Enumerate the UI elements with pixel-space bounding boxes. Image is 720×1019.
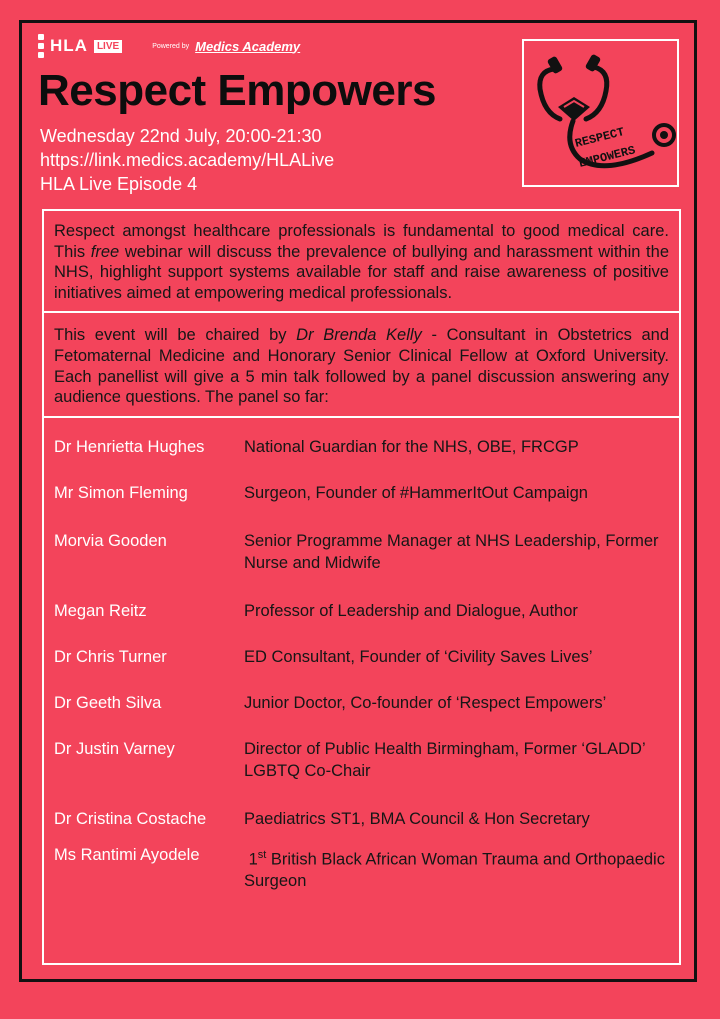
chair-text: This event will be chaired by Dr Brenda Kelly - Consultant in Obstetrics and Fetomaternal Medicine and Honorary Senior Clinical Fellow at Oxford University. Each panellist will give a 5 min talk followed by a panel discussion answering any audience questions. The panel so far: bbox=[54, 326, 669, 407]
panelist-name: Dr Henrietta Hughes bbox=[54, 437, 205, 456]
panel-row bbox=[54, 600, 669, 646]
intro-text: Respect amongst healthcare professionals is fundamental to good medical care. This free webinar will discuss the prevalence of bullying and harassment within the NHS, highlight support systems available for staff and raise awareness of positive initiatives aimed at empowering medical professionals. bbox=[54, 222, 669, 302]
panel-row bbox=[54, 808, 669, 844]
stethoscope-icon bbox=[524, 41, 677, 185]
panelist-role: Surgeon, Founder of #HammerItOut Campaign bbox=[244, 483, 588, 502]
panelist-role: 1st British Black African Woman Trauma and Orthopaedic Surgeon bbox=[244, 848, 665, 891]
panel-row bbox=[54, 530, 669, 600]
medics-academy-logo: Medics Academy bbox=[195, 38, 301, 54]
panelist-role: ED Consultant, Founder of ‘Civility Saves Lives’ bbox=[244, 647, 593, 666]
panel-row bbox=[54, 646, 669, 692]
hla-dots-icon bbox=[38, 34, 44, 58]
panel-row bbox=[54, 692, 669, 738]
panelist-role: Junior Doctor, Co-founder of ‘Respect Empowers’ bbox=[244, 693, 607, 712]
powered-by-label: Powered by bbox=[152, 42, 190, 50]
panel-row bbox=[54, 482, 669, 530]
page-title: Respect Empowers bbox=[38, 66, 436, 115]
event-date: Wednesday 22nd July, 20:00-21:30 bbox=[40, 126, 322, 146]
panelist-role: Senior Programme Manager at NHS Leadership, Former Nurse and Midwife bbox=[244, 531, 659, 572]
panelist-name: Dr Justin Varney bbox=[54, 739, 175, 758]
panel-row bbox=[54, 436, 669, 482]
panel-list bbox=[44, 418, 679, 893]
event-url[interactable]: https://link.medics.academy/HLALive bbox=[40, 150, 335, 170]
content-panel bbox=[42, 209, 681, 965]
live-badge: LIVE bbox=[94, 40, 122, 53]
chair-box bbox=[44, 313, 679, 417]
panelist-name: Megan Reitz bbox=[54, 601, 147, 620]
panelist-role: Director of Public Health Birmingham, Former ‘GLADD’ LGBTQ Co-Chair bbox=[244, 739, 646, 780]
panel-row bbox=[54, 844, 669, 893]
panelist-name: Morvia Gooden bbox=[54, 531, 167, 550]
logo-line2: EMPOWERS bbox=[577, 143, 637, 171]
panelist-name: Dr Geeth Silva bbox=[54, 693, 162, 712]
panel-row bbox=[54, 738, 669, 808]
panelist-name: Mr Simon Fleming bbox=[54, 483, 188, 502]
panelist-name: Ms Rantimi Ayodele bbox=[54, 845, 200, 864]
panelist-name: Dr Chris Turner bbox=[54, 647, 167, 666]
panelist-name: Dr Cristina Costache bbox=[54, 809, 207, 828]
hla-logo-text: HLA bbox=[50, 36, 88, 55]
episode-label: HLA Live Episode 4 bbox=[40, 174, 198, 194]
respect-empowers-logo bbox=[522, 39, 679, 187]
intro-box bbox=[44, 211, 679, 313]
event-meta bbox=[40, 124, 334, 196]
panelist-role: National Guardian for the NHS, OBE, FRCGP bbox=[244, 437, 579, 456]
panelist-role: Professor of Leadership and Dialogue, Author bbox=[244, 601, 578, 620]
brand-bar bbox=[38, 34, 300, 58]
logo-line1: RESPECT bbox=[573, 125, 626, 151]
panelist-role: Paediatrics ST1, BMA Council & Hon Secretary bbox=[244, 809, 590, 828]
